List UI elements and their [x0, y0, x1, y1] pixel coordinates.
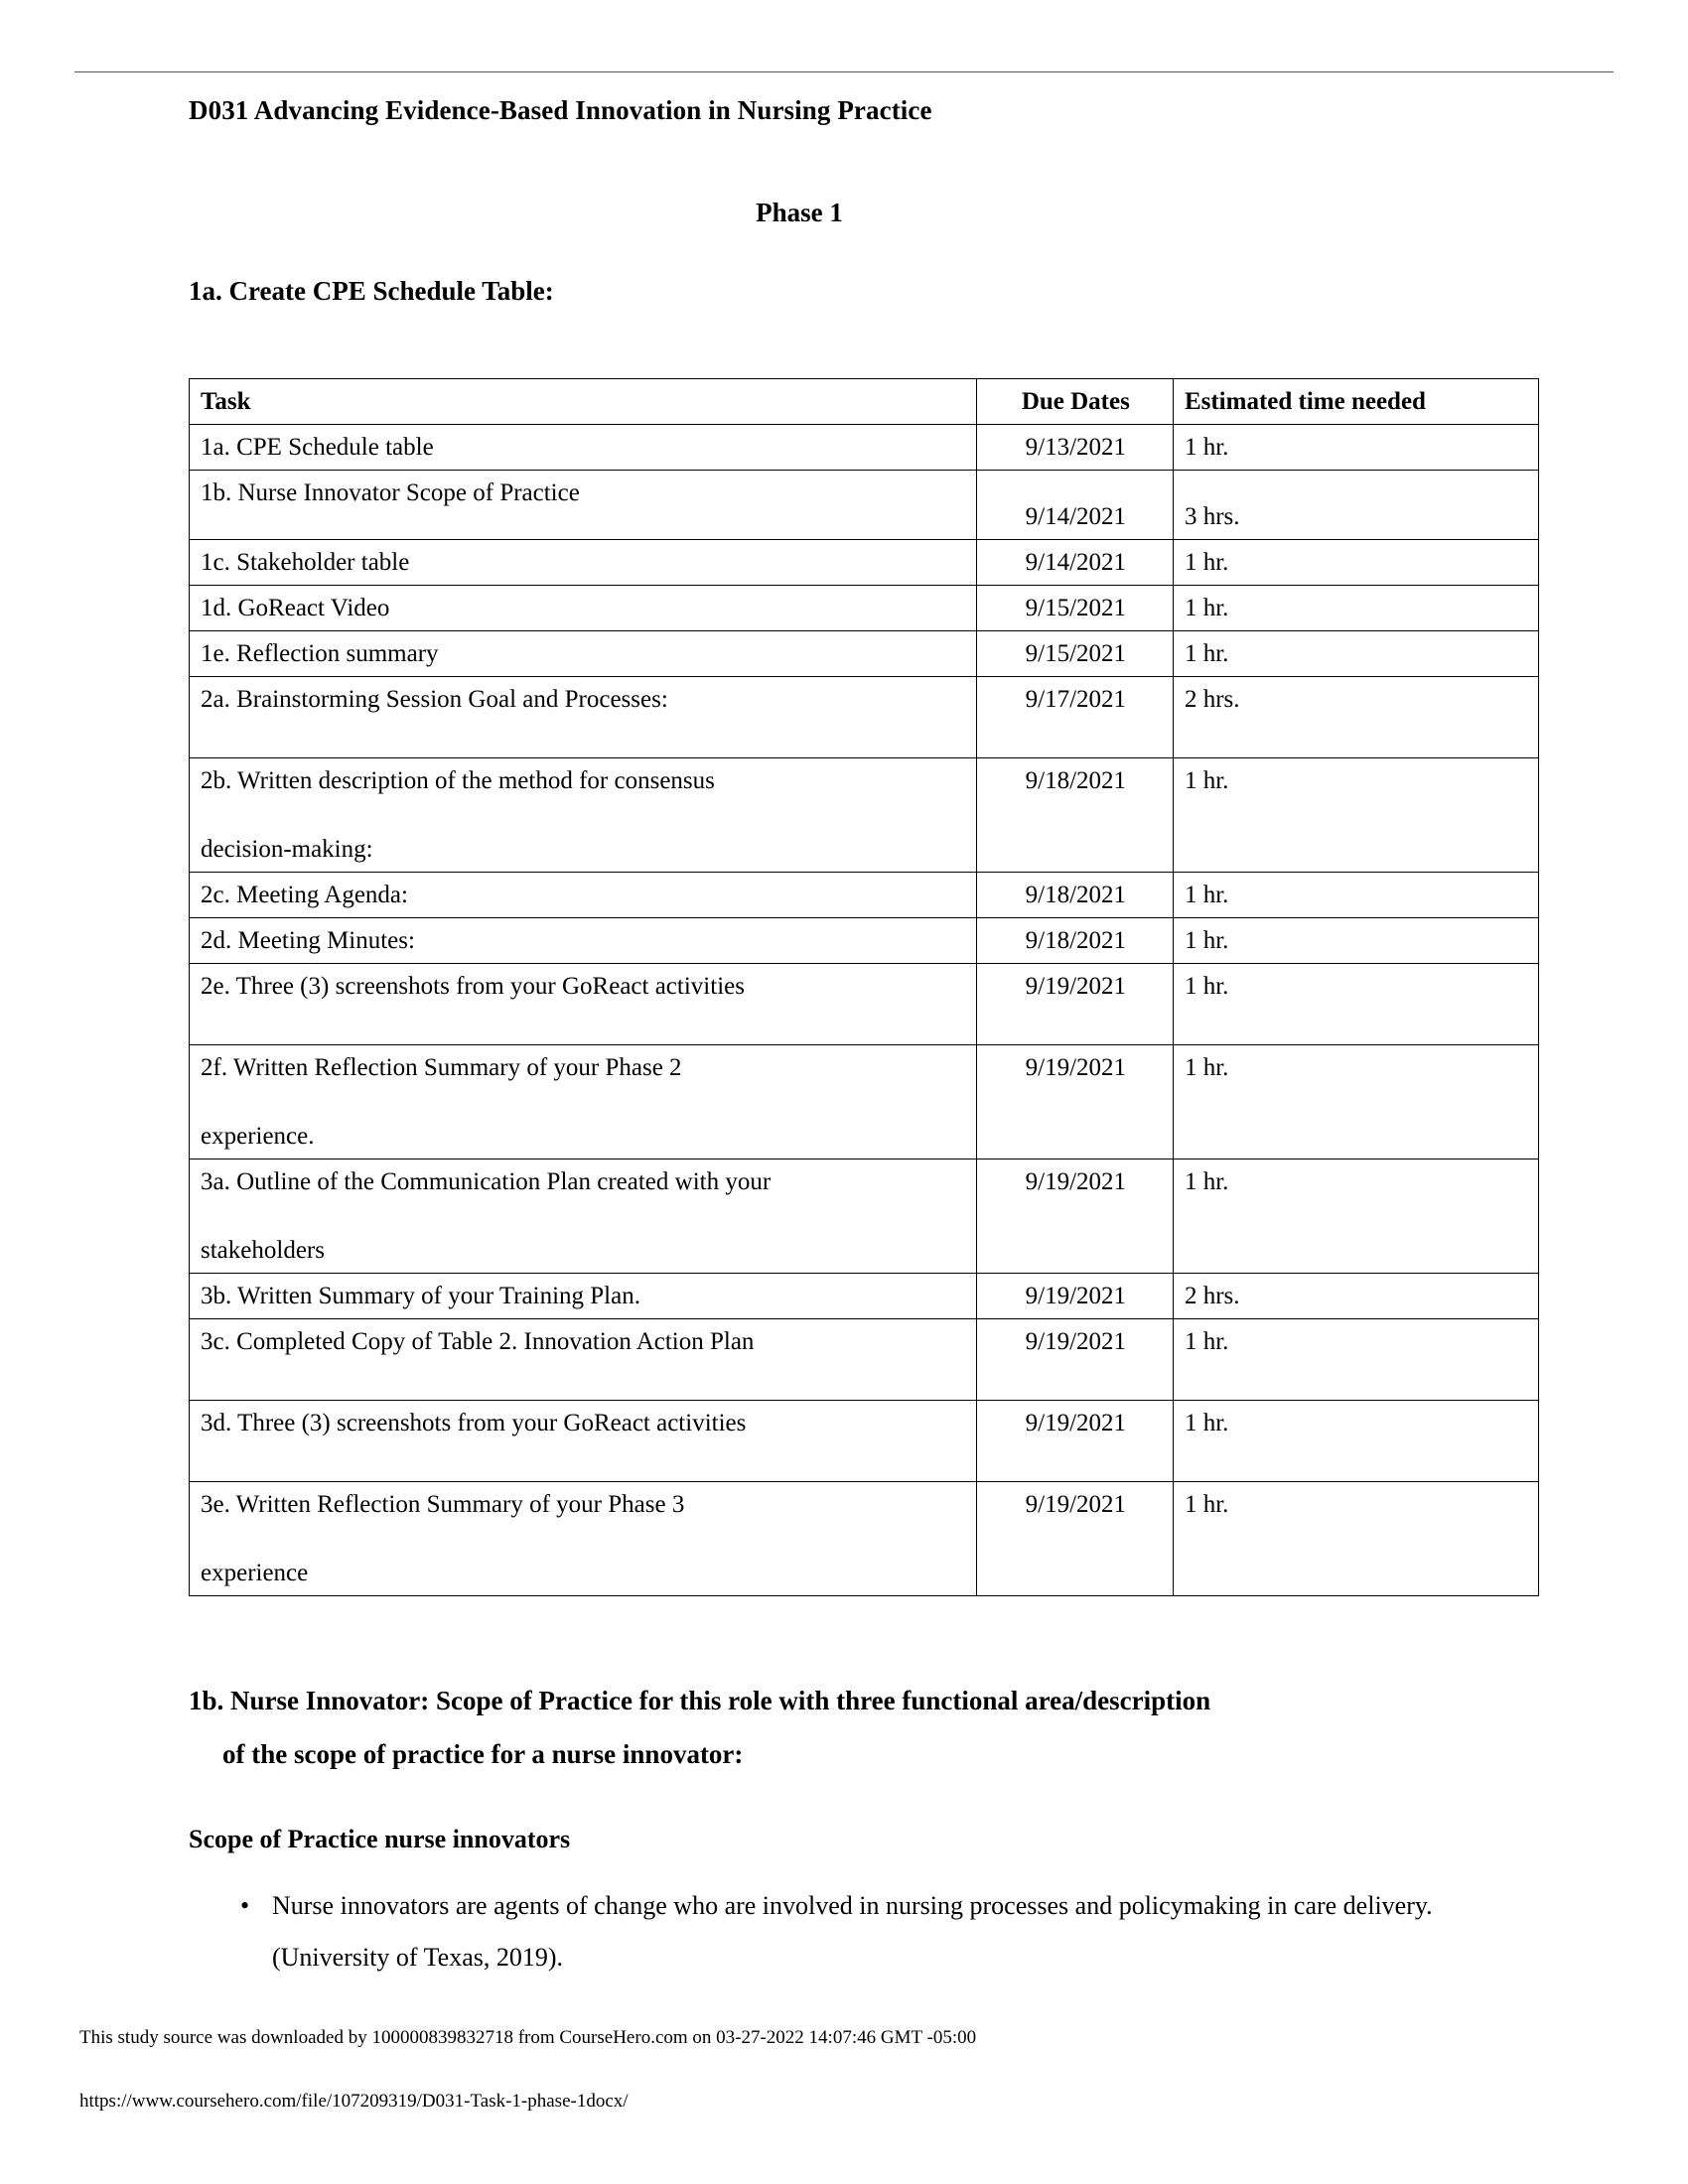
- cell-est: 1 hr.: [1173, 425, 1538, 471]
- cell-task: [190, 1482, 977, 1596]
- cell-due: 9/19/2021: [976, 1160, 1173, 1274]
- table-row: [190, 918, 1539, 964]
- bullet-line1: Nurse innovators are agents of change who are involved in nursing processes and: [272, 1891, 1113, 1920]
- cell-task: 2d. Meeting Minutes:: [190, 918, 977, 964]
- cell-est: 1 hr.: [1173, 586, 1538, 631]
- cell-est: 1 hr.: [1173, 873, 1538, 918]
- cell-est: 3 hrs.: [1173, 471, 1538, 540]
- table-row: [190, 471, 1539, 540]
- cell-est: 1 hr.: [1173, 1401, 1538, 1482]
- table-row: [190, 425, 1539, 471]
- table-row: [190, 631, 1539, 677]
- table-row: [190, 1401, 1539, 1482]
- bullet-line2: policymaking in care delivery. (University of Texas, 2019).: [272, 1891, 1433, 1972]
- cell-task-line2: decision-making:: [201, 836, 373, 863]
- page-title: D031 Advancing Evidence-Based Innovation in Nursing Practice: [189, 95, 932, 125]
- document-content: [189, 95, 1539, 1983]
- cell-task: 1a. CPE Schedule table: [190, 425, 977, 471]
- cell-task: [190, 1045, 977, 1160]
- cell-est: 1 hr.: [1173, 1319, 1538, 1401]
- cell-task-line2: stakeholders: [201, 1237, 325, 1264]
- cell-task: 1b. Nurse Innovator Scope of Practice: [190, 471, 977, 540]
- cell-due: 9/14/2021: [976, 471, 1173, 540]
- cell-task: 1c. Stakeholder table: [190, 540, 977, 586]
- cell-due: 9/19/2021: [976, 1274, 1173, 1319]
- cell-due: 9/15/2021: [976, 586, 1173, 631]
- cell-est: 1 hr.: [1173, 1482, 1538, 1596]
- table-row: [190, 1482, 1539, 1596]
- table-row: [190, 1319, 1539, 1401]
- cell-task: 2a. Brainstorming Session Goal and Processes:: [190, 677, 977, 758]
- cell-task: 2e. Three (3) screenshots from your GoReact activities: [190, 964, 977, 1045]
- cell-due: 9/17/2021: [976, 677, 1173, 758]
- cell-due: 9/15/2021: [976, 631, 1173, 677]
- cell-task-line2: experience.: [201, 1123, 315, 1150]
- cell-due: 9/19/2021: [976, 1045, 1173, 1160]
- cell-due: 9/19/2021: [976, 1319, 1173, 1401]
- cell-task-line1: 3e. Written Reflection Summary of your Phase 3: [201, 1491, 685, 1518]
- table-row: [190, 1160, 1539, 1274]
- section-1a-heading: 1a. Create CPE Schedule Table:: [189, 276, 554, 306]
- cell-est: 1 hr.: [1173, 964, 1538, 1045]
- cell-task: 3b. Written Summary of your Training Plan.: [190, 1274, 977, 1319]
- download-source-note: This study source was downloaded by 100000839832718 from CourseHero.com on 03-27-2022 14:07:46 GMT -05:00: [79, 2027, 977, 2048]
- cell-est: 1 hr.: [1173, 758, 1538, 873]
- cell-task: 2c. Meeting Agenda:: [190, 873, 977, 918]
- cell-est: 2 hrs.: [1173, 1274, 1538, 1319]
- cell-due: 9/18/2021: [976, 758, 1173, 873]
- scope-of-practice-subheading: Scope of Practice nurse innovators: [189, 1825, 571, 1853]
- table-row: [190, 1045, 1539, 1160]
- cell-due: 9/13/2021: [976, 425, 1173, 471]
- cell-due: 9/19/2021: [976, 964, 1173, 1045]
- table-row: [190, 540, 1539, 586]
- cell-est: 1 hr.: [1173, 918, 1538, 964]
- column-header-task: Task: [190, 379, 977, 425]
- scope-bullet-list: [189, 1880, 1539, 1983]
- header-divider: [74, 71, 1614, 72]
- section-1b-heading: [189, 1674, 1539, 1781]
- table-row: [190, 586, 1539, 631]
- cell-est: 2 hrs.: [1173, 677, 1538, 758]
- cell-task: 1e. Reflection summary: [190, 631, 977, 677]
- cell-task: 3c. Completed Copy of Table 2. Innovation Action Plan: [190, 1319, 977, 1401]
- cell-est: 1 hr.: [1173, 1160, 1538, 1274]
- table-row: [190, 758, 1539, 873]
- section-1b-heading-line2: of the scope of practice for a nurse innovator:: [222, 1739, 744, 1769]
- cell-est: 1 hr.: [1173, 1045, 1538, 1160]
- cell-task: [190, 1160, 977, 1274]
- cpe-schedule-table: [189, 378, 1539, 1596]
- column-header-estimated-time: Estimated time needed: [1173, 379, 1538, 425]
- cell-due: 9/18/2021: [976, 918, 1173, 964]
- table-row: [190, 1274, 1539, 1319]
- cell-due: 9/19/2021: [976, 1401, 1173, 1482]
- cell-task: 1d. GoReact Video: [190, 586, 977, 631]
- table-header-row: [190, 379, 1539, 425]
- cell-task-line1: 2b. Written description of the method for consensus: [201, 767, 715, 794]
- table-row: [190, 677, 1539, 758]
- cell-task: [190, 758, 977, 873]
- table-row: [190, 964, 1539, 1045]
- section-1b-heading-line1: 1b. Nurse Innovator: Scope of Practice for this role with three functional area/description: [189, 1686, 1211, 1715]
- cell-task-line1: 2f. Written Reflection Summary of your Phase 2: [201, 1054, 682, 1081]
- cell-est: 1 hr.: [1173, 631, 1538, 677]
- column-header-due-dates: Due Dates: [976, 379, 1173, 425]
- cell-est: 1 hr.: [1173, 540, 1538, 586]
- cell-due: 9/18/2021: [976, 873, 1173, 918]
- list-item: [240, 1880, 1539, 1983]
- phase-heading: Phase 1: [756, 198, 843, 227]
- cell-task-line1: 3a. Outline of the Communication Plan created with your: [201, 1168, 772, 1195]
- source-url[interactable]: https://www.coursehero.com/file/107209319/D031-Task-1-phase-1docx/: [79, 2091, 629, 2112]
- table-row: [190, 873, 1539, 918]
- cell-due: 9/19/2021: [976, 1482, 1173, 1596]
- cell-due: 9/14/2021: [976, 540, 1173, 586]
- cell-task: 3d. Three (3) screenshots from your GoReact activities: [190, 1401, 977, 1482]
- cell-task-line2: experience: [201, 1560, 309, 1586]
